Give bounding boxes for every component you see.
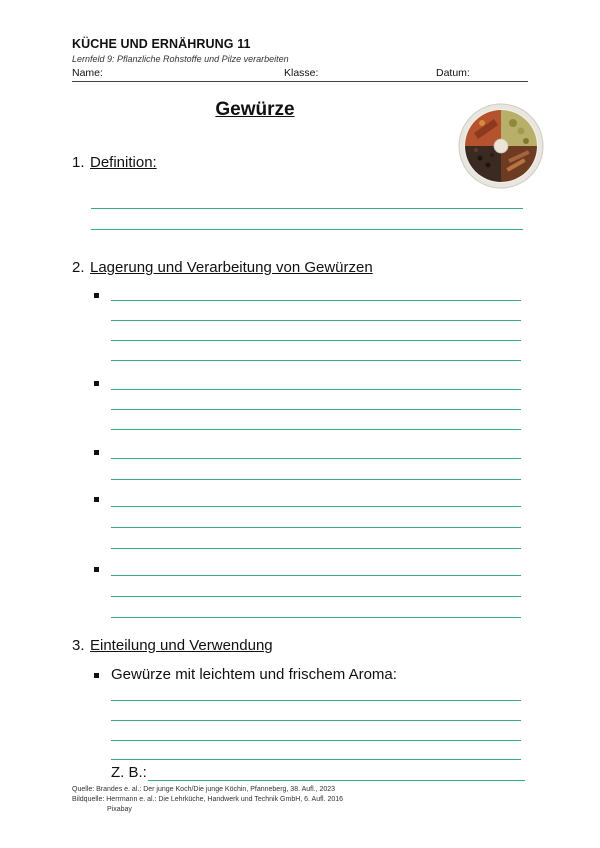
section-3-number: 3.	[72, 637, 85, 654]
bullet-icon	[94, 673, 99, 678]
answer-line[interactable]	[111, 340, 521, 341]
section-3-label: Einteilung und Verwendung	[90, 637, 273, 654]
name-label: Name:	[72, 67, 103, 79]
page-title: Gewürze	[215, 99, 295, 120]
section-1-heading	[72, 154, 157, 171]
section-1-number: 1.	[72, 154, 85, 171]
answer-line[interactable]	[111, 617, 521, 618]
section-2-label: Lagerung und Verarbeitung von Gewürzen	[90, 259, 373, 276]
bullet-icon	[94, 497, 99, 502]
section-1-label: Definition:	[90, 154, 157, 171]
answer-line[interactable]	[111, 320, 521, 321]
answer-line[interactable]	[111, 527, 521, 528]
section-2-number: 2.	[72, 259, 85, 276]
source-note: Quelle: Brandes e. al.: Der junge Koch/Die junge Köchin, Pfanneberg, 38. Aufl., 2023	[72, 786, 336, 793]
answer-line[interactable]	[91, 208, 523, 209]
section-3-item-label: Gewürze mit leichtem und frischem Aroma:	[111, 666, 397, 683]
date-label: Datum:	[436, 67, 470, 79]
answer-line[interactable]	[111, 506, 521, 507]
answer-line[interactable]	[111, 300, 521, 301]
bullet-icon	[94, 450, 99, 455]
answer-line[interactable]	[111, 720, 521, 721]
answer-line[interactable]	[111, 575, 521, 576]
answer-line[interactable]	[111, 700, 521, 701]
pixabay-note: Pixabay	[107, 806, 132, 813]
answer-line[interactable]	[111, 360, 521, 361]
section-2-heading	[72, 259, 373, 276]
answer-line[interactable]	[91, 229, 523, 230]
answer-line[interactable]	[111, 759, 521, 760]
spice-plate-image	[458, 103, 544, 189]
answer-line[interactable]	[111, 389, 521, 390]
answer-line[interactable]	[111, 479, 521, 480]
answer-line[interactable]	[111, 409, 521, 410]
answer-line[interactable]	[111, 596, 521, 597]
class-label: Klasse:	[284, 67, 319, 79]
example-label: Z. B.:	[111, 764, 147, 781]
bullet-icon	[94, 567, 99, 572]
course-subtitle: Lernfeld 9: Pflanzliche Rohstoffe und Pilze verarbeiten	[72, 54, 289, 64]
student-info-row	[72, 67, 528, 82]
bullet-icon	[94, 381, 99, 386]
answer-line[interactable]	[111, 548, 521, 549]
bullet-icon	[94, 293, 99, 298]
course-title: KÜCHE UND ERNÄHRUNG 11	[72, 37, 251, 51]
example-answer-line[interactable]	[148, 780, 525, 781]
section-3-heading	[72, 637, 273, 654]
image-source-note: Bildquelle: Herrmann e. al.: Die Lehrküche, Handwerk und Technik GmbH, 6. Aufl. 2016	[72, 796, 344, 803]
answer-line[interactable]	[111, 740, 521, 741]
answer-line[interactable]	[111, 429, 521, 430]
answer-line[interactable]	[111, 458, 521, 459]
